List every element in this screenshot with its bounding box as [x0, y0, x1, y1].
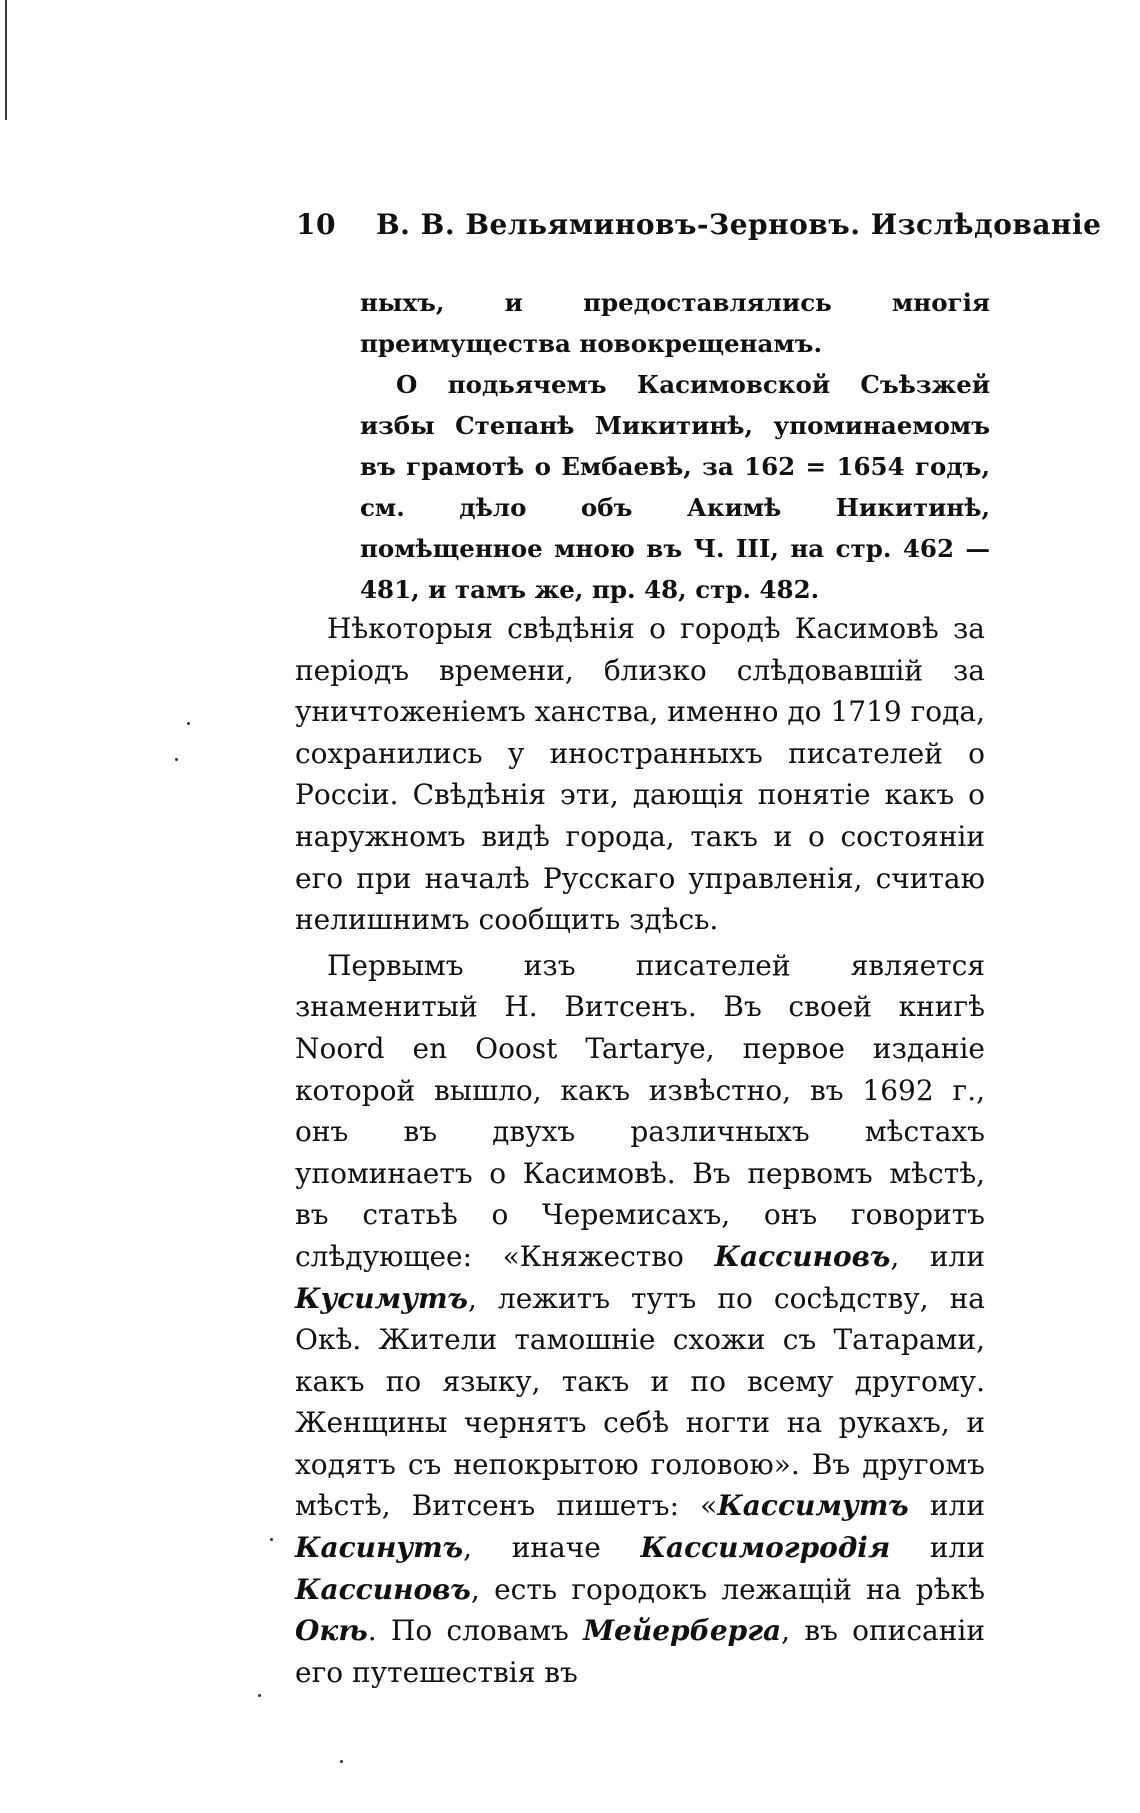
- italic-term: Кассимогродія: [640, 1531, 891, 1565]
- scan-speck: [270, 1538, 273, 1541]
- italic-term: Касинутъ: [295, 1531, 464, 1565]
- italic-term: Кассиновъ: [714, 1239, 891, 1273]
- body-paragraph: Нѣкоторыя свѣдѣнія о городѣ Касимовѣ за періодъ времени, близко слѣдовавшій за уничтоженіемъ ханства, именно до 1719 года, сохранились у иностранныхъ писателей о Россіи. Свѣдѣнія эти, дающія понятіе какъ о наружномъ видѣ города, такъ и о состояніи его при началѣ Русскаго управленія, считаю нелишнимъ сообщить здѣсь.: [295, 612, 985, 937]
- italic-term: Кассимутъ: [717, 1489, 909, 1523]
- text-run: , лежитъ тутъ по сосѣдству, на Окѣ. Жители тамошніе схожи съ Татарами, какъ по языку, такъ и по всему другому. Женщины чернятъ себѣ ногти на рукахъ, и ходятъ съ непокрытою головою». Въ другомъ мѣстѣ, Витсенъ пишетъ: «: [295, 1281, 985, 1523]
- scan-speck: [340, 1760, 343, 1763]
- text-run: или: [908, 1489, 985, 1523]
- scan-edge-line: [5, 0, 7, 120]
- running-head: В. В. Вельяминовъ-Зерновъ. Изслѣдованіе: [376, 208, 1102, 241]
- scan-speck: [175, 758, 178, 761]
- italic-term: Мейерберга: [583, 1614, 782, 1648]
- scan-speck: [187, 722, 190, 725]
- main-text: [295, 608, 985, 1693]
- scan-speck: [258, 1694, 261, 1697]
- text-run: , иначе: [463, 1531, 641, 1565]
- italic-term: Кусимутъ: [295, 1281, 468, 1315]
- italic-term: Окѣ: [295, 1614, 368, 1648]
- body-paragraph: [295, 945, 985, 1694]
- page-header: [296, 208, 1102, 252]
- footnote-block: [360, 282, 990, 610]
- text-run: Первымъ изъ писателей является знаменитый Н. Витсенъ. Въ своей книгѣ Noord en Ooost Tartarye, первое изданіе которой вышло, какъ извѣстно, въ 1692 г., онъ въ двухъ различныхъ мѣстахъ упоминаетъ о Касимовѣ. Въ первомъ мѣстѣ, въ статьѣ о Черемисахъ, онъ говоритъ слѣдующее: «Княжество: [295, 948, 985, 1273]
- text-run: , въ описаніи его путешествія въ: [295, 1614, 985, 1689]
- text-run: , или: [890, 1239, 985, 1273]
- text-run: . По словамъ: [367, 1614, 584, 1648]
- text-run: или: [890, 1531, 985, 1565]
- footnote-paragraph: ныхъ, и предоставлялись многія преимущества новокрещенамъ.: [360, 288, 990, 358]
- text-run: , есть городокъ лежащій на рѣкѣ: [470, 1572, 985, 1606]
- italic-term: Кассиновъ: [295, 1572, 471, 1606]
- footnote-paragraph: О подьячемъ Касимовской Съѣзжей избы Степанѣ Микитинѣ, упоминаемомъ въ грамотѣ о Ембаевѣ, за 162 = 1654 годъ, см. дѣло объ Акимѣ Никитинѣ, помѣщенное мною въ Ч. III, на стр. 462 — 481, и тамъ же, пр. 48, стр. 482.: [360, 370, 990, 604]
- page-number: 10: [296, 208, 336, 241]
